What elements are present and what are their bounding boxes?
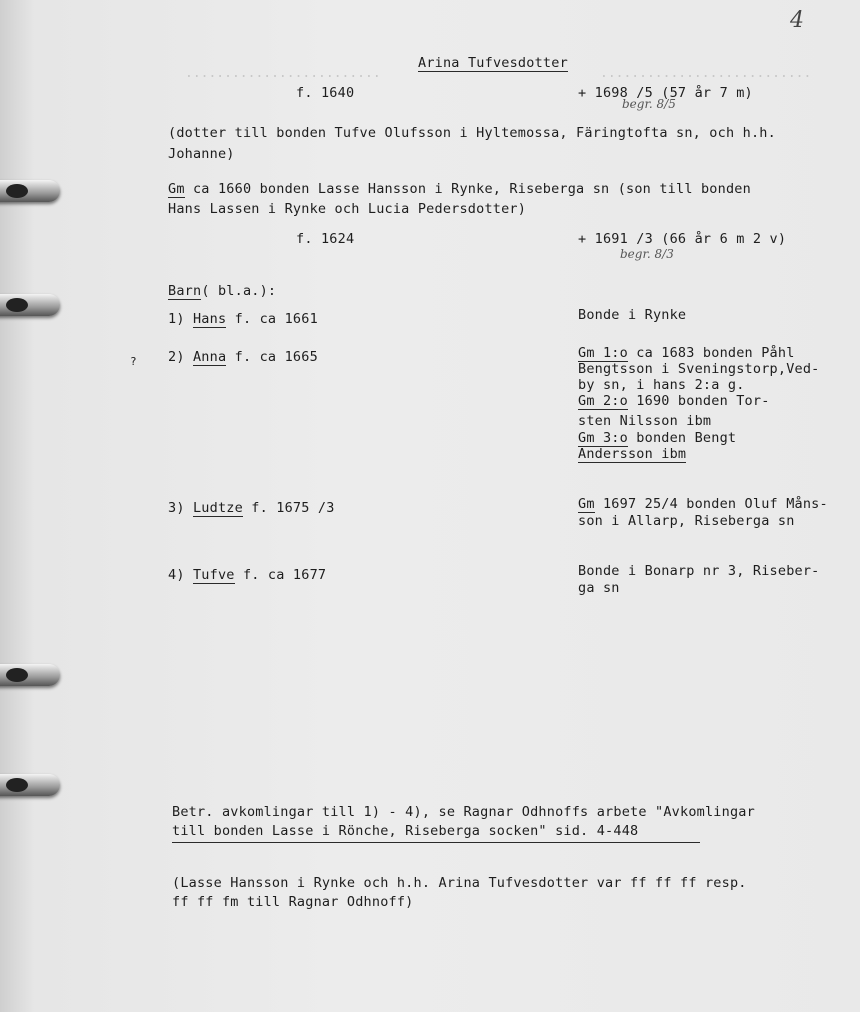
child-name: Ludtze [192, 500, 243, 516]
marriage-text: bonden Bengt [627, 430, 737, 446]
child-entry-2 [168, 349, 318, 365]
closing-line-1: (Lasse Hansson i Rynke och h.h. Arina Tufvesdotter var ff ff ff resp. [172, 875, 747, 891]
page-number: 4 [790, 8, 804, 33]
spouse-death: + 1691 /3 (66 år 6 m 2 v) [578, 231, 787, 247]
child-name: Tufve [192, 567, 235, 583]
spouse-line-1 [168, 181, 751, 197]
child-info: f. ca 1661 [226, 311, 318, 327]
child-note-1: Bonde i Rynke [578, 307, 687, 323]
child-number: 4) [168, 567, 185, 583]
footer-note-line-1: Betr. avkomlingar till 1) - 4), se Ragnar Odhnoffs arbete "Avkomlingar [172, 804, 755, 820]
child-name: Anna [192, 349, 227, 365]
marriage-label: Gm [578, 496, 595, 512]
children-label: Barn [168, 283, 202, 299]
punch-hole [6, 298, 28, 312]
bleed-through-text: ........................... [600, 66, 812, 81]
footer-underline [172, 842, 700, 843]
anna-marriage-1 [578, 345, 795, 361]
child-note-3-line-1 [578, 496, 828, 512]
marriage-label: Gm 3:o [578, 430, 628, 446]
page-title: Arina Tufvesdotter [418, 55, 568, 71]
anna-marriage-2 [578, 393, 770, 409]
bleed-through-text: ......................... [185, 66, 381, 81]
children-heading [168, 283, 276, 299]
anna-marriage-1-line-2: Bengtsson i Sveningstorp,Ved- [578, 361, 820, 377]
anna-marriage-2-line-2: sten Nilsson ibm [578, 413, 712, 429]
punch-hole [6, 184, 28, 198]
marriage-text: 1690 bonden Tor- [627, 393, 770, 409]
spouse-text: ca 1660 bonden Lasse Hansson i Rynke, Riseberga sn (son till bonden [184, 181, 751, 197]
anna-marriage-3-line-2: Andersson ibm [578, 446, 687, 462]
spouse-line-2: Hans Lassen i Rynke och Lucia Pedersdotter) [168, 201, 527, 217]
death-date: + 1698 /5 (57 år 7 m) [578, 85, 753, 101]
spouse-birth: f. 1624 [296, 231, 355, 247]
child-name: Hans [192, 311, 227, 327]
punch-hole [6, 668, 28, 682]
burial-note: begr. 8/5 [622, 97, 676, 111]
margin-question-mark: ? [130, 355, 137, 368]
child-info: f. ca 1677 [234, 567, 327, 583]
child-info: f. ca 1665 [226, 349, 318, 365]
child-number: 3) [168, 500, 185, 516]
spouse-label: Gm [168, 181, 185, 197]
anna-marriage-3 [578, 430, 736, 446]
parents-line-2: Johanne) [168, 146, 235, 162]
parents-line-1: (dotter till bonden Tufve Olufsson i Hyltemossa, Färingtofta sn, och h.h. [168, 125, 776, 141]
birth-date: f. 1640 [296, 85, 355, 101]
marriage-text: ca 1683 bonden Påhl [627, 345, 795, 361]
child-entry-3 [168, 500, 335, 516]
children-suffix: ( bl.a.): [201, 283, 277, 299]
child-number: 1) [168, 311, 185, 327]
child-number: 2) [168, 349, 185, 365]
marriage-text: 1697 25/4 bonden Oluf Måns- [594, 496, 828, 512]
child-note-3-line-2: son i Allarp, Riseberga sn [578, 513, 795, 529]
child-note-4-line-2: ga sn [578, 580, 620, 596]
closing-line-2: ff ff fm till Ragnar Odhnoff) [172, 894, 414, 910]
marriage-label: Gm 1:o [578, 345, 628, 361]
child-note-4-line-1: Bonde i Bonarp nr 3, Riseber- [578, 563, 820, 579]
punch-hole [6, 778, 28, 792]
footer-note-line-2: till bonden Lasse i Rönche, Riseberga socken" sid. 4-448 [172, 823, 639, 839]
spouse-burial-note: begr. 8/3 [620, 247, 674, 261]
child-info: f. 1675 /3 [242, 500, 335, 516]
child-entry-1 [168, 311, 318, 327]
marriage-label: Gm 2:o [578, 393, 628, 409]
child-entry-4 [168, 567, 326, 583]
anna-marriage-1-line-3: by sn, i hans 2:a g. [578, 377, 745, 393]
